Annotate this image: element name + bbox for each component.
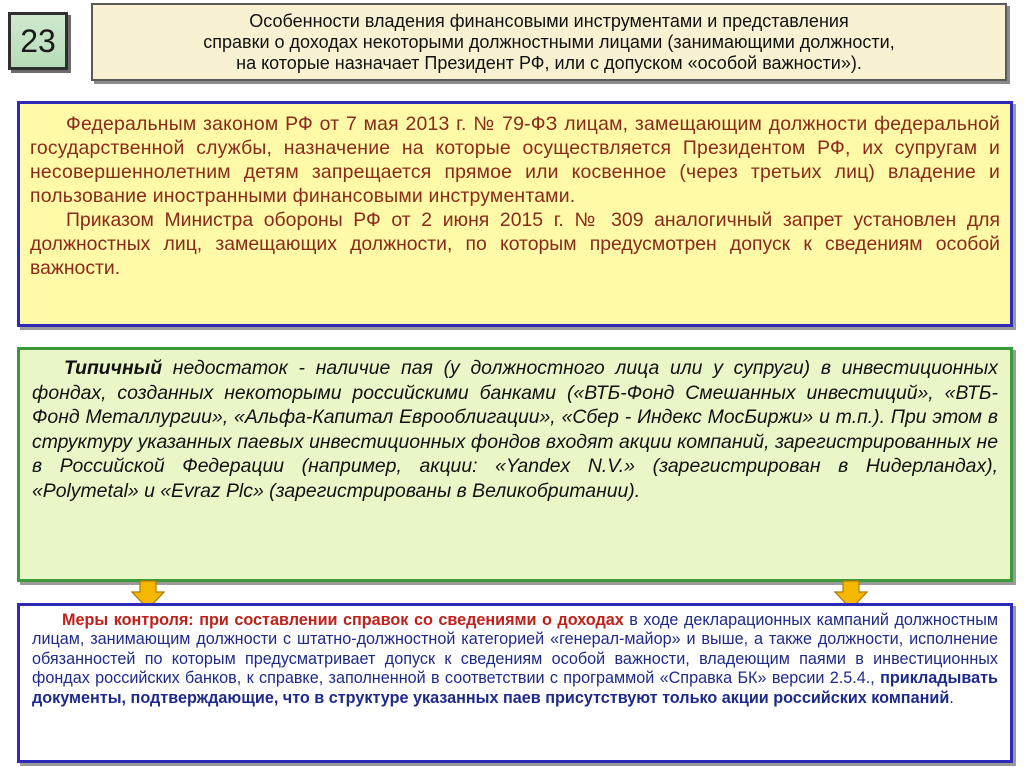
shortcoming-paragraph: [32, 356, 998, 503]
shortcoming-text: недостаток - наличие пая (у должностного лица или у супруги) в инвестиционных фондах, созданных некоторыми российскими банками («ВТБ-Фонд Смешанных инвестиций», «ВТБ-Фонд Металлургии», «Альфа-Капитал Еврооблигации», «Сбер - Индекс МосБиржи» и т.п.). При этом в структуру указанных паевых инвестиционных фондов входят акции компаний, зарегистрированных не в Российской Федерации (например, акции: «Yandex N.V.» (зарегистрирован в Нидерландах), «Polymetal» и «Evraz Plc» (зарегистрированы в Великобритании).: [32, 357, 998, 502]
slide-number: 23: [8, 12, 68, 70]
title-line-1: Особенности владения финансовыми инструментами и представления: [249, 10, 849, 31]
control-box: [17, 603, 1013, 763]
law-paragraph-1: Федеральным законом РФ от 7 мая 2013 г. № 79-ФЗ лицам, замещающим должности федеральной государственной службы, назначение на которые осуществляется Президентом РФ, их супругам и несовершеннолетним детям запрещается прямое или косвенное (через третьих лиц) владение и пользование иностранными финансовыми инструментами.: [30, 113, 1000, 207]
control-end: .: [949, 688, 954, 707]
title-line-2: справки о доходах некоторыми должностными лицами (занимающими должности,: [203, 31, 895, 52]
control-middle: в ходе декларационных кампаний должностным лицам, занимающим должности с штатно-должностной категорией «генерал-майор» и выше, а также должности, исполнение обязанностей по которым предусматривает допуск к сведениям особой важности, владеющим паями в инвестиционных фондах российских банков, к справке, заполненной в соответствии с программой «Справка БК» версии 2.5.4.,: [32, 611, 998, 688]
law-box: [17, 101, 1013, 327]
control-conclusion: прикладывать документы, подтверждающие, что в структуре указанных паев присутствуют только акции российских компаний: [32, 669, 998, 707]
law-paragraph-2: Приказом Министра обороны РФ от 2 июня 2015 г. № 309 аналогичный запрет установлен для должностных лиц, замещающих должности, по которым предусмотрен допуск к сведениям особой важности.: [30, 209, 1000, 279]
title-line-3: на которые назначает Президент РФ, или с допуском «особой важности»).: [236, 52, 862, 73]
control-paragraph: [32, 611, 998, 708]
slide-title: [91, 3, 1007, 81]
control-lead: Меры контроля: при составлении справок со сведениями о доходах: [62, 611, 624, 629]
shortcoming-lead: Типичный: [64, 357, 163, 379]
shortcoming-box: [17, 347, 1013, 582]
